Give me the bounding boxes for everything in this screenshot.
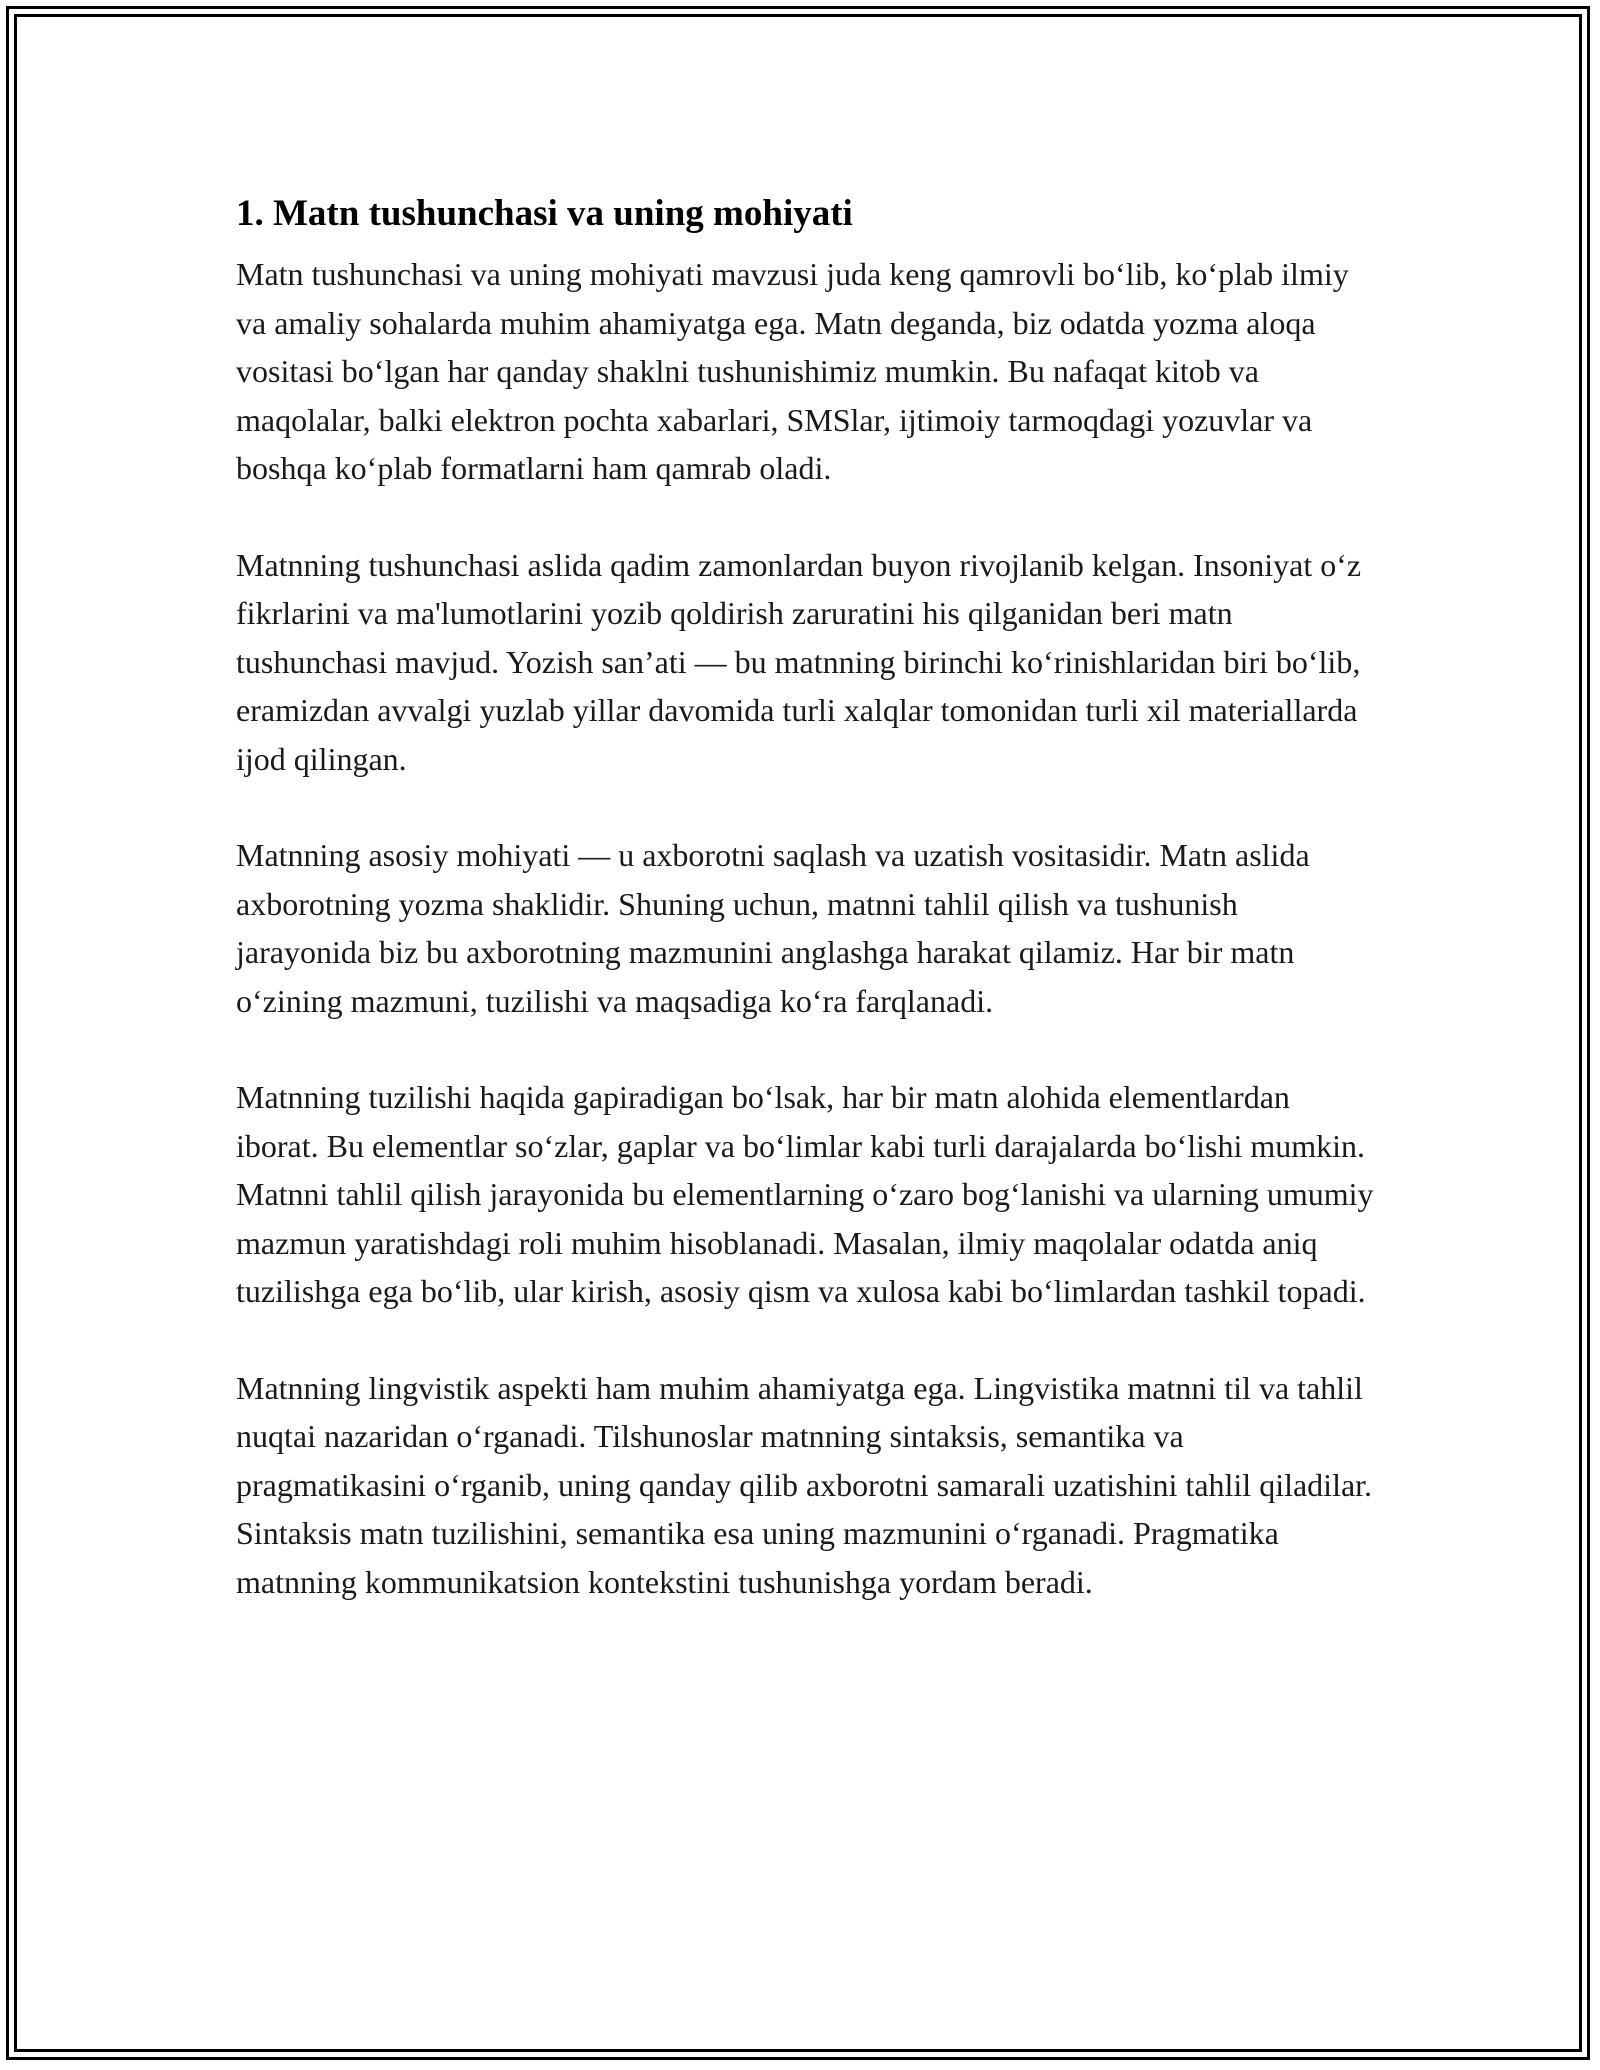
section-heading: 1. Matn tushunchasi va uning mohiyati — [236, 193, 853, 234]
paragraph-1: Matn tushunchasi va uning mohiyati mavzusi juda keng qamrovli bo‘lib, ko‘plab ilmiy va amaliy sohalarda muhim ahamiyatga ega. Matn deganda, biz odatda yozma aloqa vositasi bo‘lgan har qanday shaklni tushunishimiz mumkin. Bu nafaqat kitob va maqolalar, balki elektron pochta xabarlari, SMSlar, ijtimoiy tarmoqdagi yozuvlar va boshqa ko‘plab formatlarni ham qamrab oladi. — [236, 256, 1349, 486]
paragraph-3: Matnning asosiy mohiyati — u axborotni saqlash va uzatish vositasidir. Matn aslida axborotning yozma shaklidir. Shuning uchun, matnni tahlil qilish va tushunish jarayonida biz bu axborotning mazmunini anglashga harakat qilamiz. Har bir matn o‘zining mazmuni, tuzilishi va maqsadiga ko‘ra farqlanadi. — [236, 837, 1310, 1019]
paragraph-5: Matnning lingvistik aspekti ham muhim ahamiyatga ega. Lingvistika matnni til va tahlil nuqtai nazaridan o‘rganadi. Tilshunoslar matnning sintaksis, semantika va pragmatikasini o‘rganib, uning qanday qilib axborotni samarali uzatishini tahlil qiladilar. Sintaksis matn tuzilishini, semantika esa uning mazmunini o‘rganadi. Pragmatika matnning kommunikatsion kontekstini tushunishga yordam beradi. — [236, 1369, 1373, 1600]
document-body — [236, 186, 1376, 1606]
paragraph-4: Matnning tuzilishi haqida gapiradigan bo‘lsak, har bir matn alohida elementlardan iborat. Bu elementlar so‘zlar, gaplar va bo‘limlar kabi turli darajalarda bo‘lishi mumkin. Matnni tahlil qilish jarayonida bu elementlarning o‘zaro bog‘lanishi va ularning umumiy mazmun yaratishdagi roli muhim hisoblanadi. Masalan, ilmiy maqolalar odatda aniq tuzilishga ega bo‘lib, ular kirish, asosiy qism va xulosa kabi bo‘limlardan tashkil topadi. — [236, 1079, 1374, 1309]
paragraph-2: Matnning tushunchasi aslida qadim zamonlardan buyon rivojlanib kelgan. Insoniyat o‘z fikrlarini va ma'lumotlarini yozib qoldirish zaruratini his qilganidan beri matn tushunchasi mavjud. Yozish san’ati — bu matnning birinchi ko‘rinishlaridan biri bo‘lib, eramizdan avvalgi yuzlab yillar davomida turli xalqlar tomonidan turli xil materiallarda ijod qilingan. — [236, 546, 1362, 777]
